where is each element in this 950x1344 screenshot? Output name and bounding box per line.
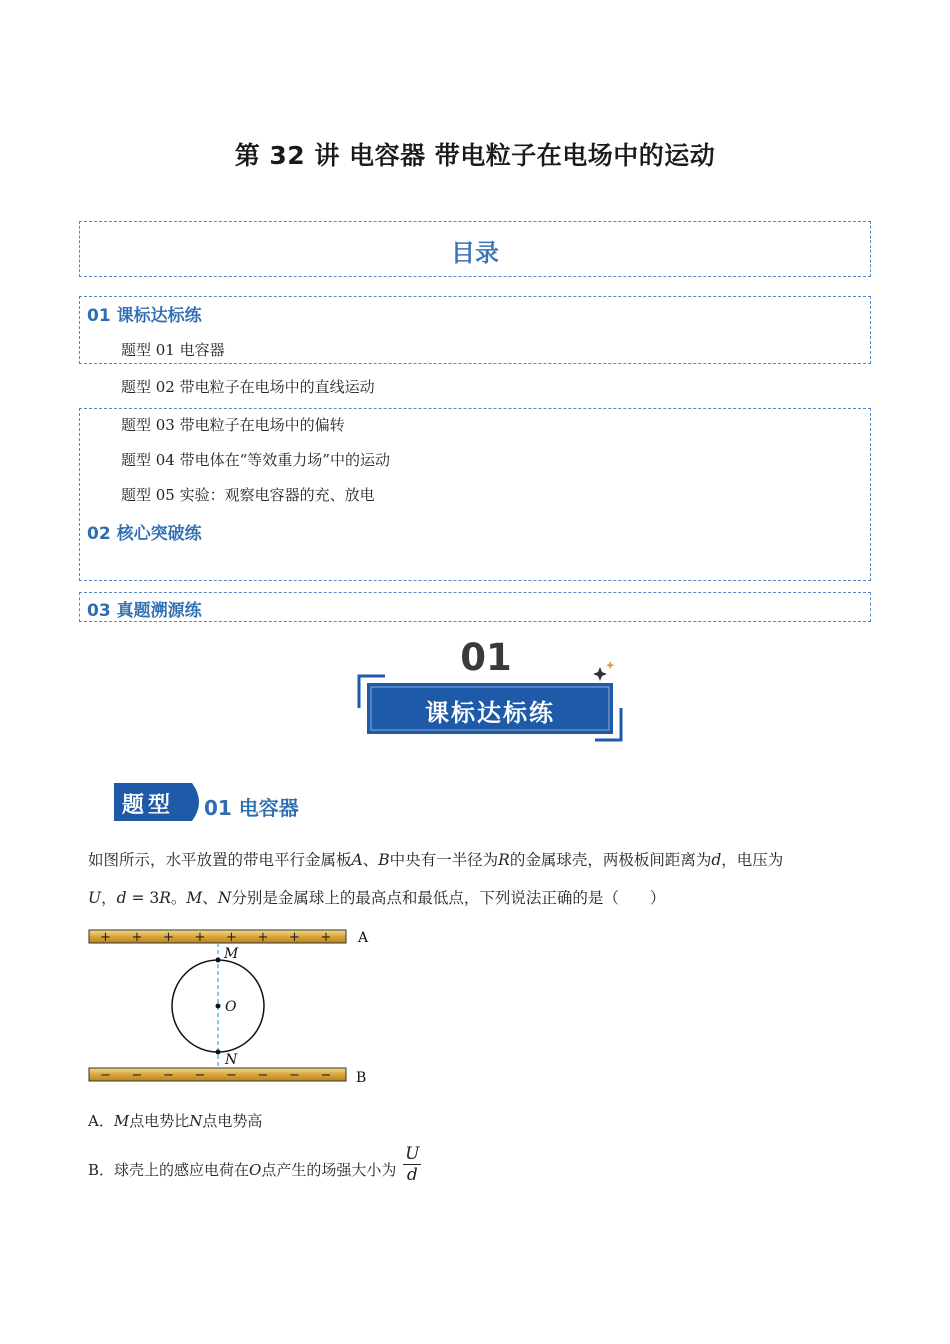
option-b[interactable] [88,1144,421,1190]
q-text: 。 [170,889,187,907]
q-text: 的金属球壳，两极板间距离为 [509,851,712,869]
option-b-text: 点产生的场强大小为 [261,1161,397,1179]
point-m-dot [216,958,221,963]
toc-item-3[interactable]: 题型 03 带电粒子在电场中的偏转 [121,416,345,434]
plus-sign: + [131,930,143,945]
toc-item-1[interactable]: 题型 01 电容器 [121,341,225,359]
type-badge-text: 题型 [122,792,175,818]
plate-b [89,1068,346,1081]
banner-label: 课标达标练 [425,699,555,727]
q-var-d: d [711,851,722,869]
point-o-dot [216,1004,221,1009]
type-badge [114,783,206,821]
q-text: 如图所示，水平放置的带电平行金属板 [88,851,352,869]
plus-sign: + [257,930,269,945]
point-n-label: N [225,1052,238,1068]
q-var-m: M [186,889,203,907]
fraction-numerator: U [405,1144,420,1164]
q-text: 分别是金属球上的最高点和最低点，下列说法正确的是（ ） [231,889,666,907]
toc-section-02[interactable]: 02 核心突破练 [87,524,202,544]
option-a-prefix: A． [88,1112,114,1130]
q-text: 、 [202,889,218,907]
plus-sign: + [226,930,237,945]
plate-a [89,930,346,943]
banner-number: 01 [460,636,512,679]
option-a-text: 点电势高 [202,1112,263,1130]
q-text: 中央有一半径为 [389,851,499,869]
q-var-u: U [88,889,102,907]
minus-sign: − [100,1068,111,1083]
minus-sign: − [163,1068,174,1083]
minus-sign: − [289,1068,300,1083]
plus-sign: + [289,930,300,945]
section-banner [355,636,625,746]
plus-sign: + [163,930,174,945]
option-a-text: 点电势比 [129,1112,190,1130]
q-var-r: R [159,889,171,907]
capacitor-figure [86,926,386,1092]
option-b-text: 球壳上的感应电荷在 [114,1161,250,1179]
toc-item-4[interactable]: 题型 04 带电体在“等效重力场”中的运动 [121,451,390,469]
option-a-var: N [189,1112,203,1130]
point-m-label: M [224,946,239,962]
point-n-dot [216,1050,221,1055]
q-var-r: R [498,851,510,869]
plus-sign: + [194,930,206,945]
option-b-var: O [249,1161,262,1179]
point-o-label: O [225,999,237,1015]
type-heading: 01 电容器 [204,796,299,820]
plate-b-label: B [356,1070,367,1086]
q-text: ， [101,889,117,907]
minus-sign: − [257,1068,269,1083]
plus-sign: + [320,930,332,945]
toc-section-01[interactable]: 01 课标达标练 [87,306,202,326]
toc-item-5[interactable]: 题型 05 实验：观察电容器的充、放电 [121,486,375,504]
page-title: 第 32 讲 电容器 带电粒子在电场中的运动 [234,141,716,170]
toc-heading: 目录 [451,239,499,267]
q-text: ，电压为 [721,851,784,869]
minus-sign: − [194,1068,206,1083]
option-a-var: M [113,1112,130,1130]
q-var-b: B [378,851,390,869]
fraction-denominator: d [406,1165,418,1185]
question-line-1 [88,848,868,870]
plate-a-label: A [358,930,369,946]
fraction [403,1144,421,1185]
option-b-prefix: B． [88,1161,115,1179]
toc-item-2[interactable]: 题型 02 带电粒子在电场中的直线运动 [121,378,375,396]
minus-sign: − [131,1068,143,1083]
q-text: = 3 [126,889,160,907]
minus-sign: − [320,1068,332,1083]
option-a[interactable] [88,1110,262,1131]
q-var-a: A [351,851,363,869]
q-text: 、 [362,851,379,869]
q-var-d: d [116,889,127,907]
capacitor-diagram [86,926,386,1092]
toc-section-03[interactable]: 03 真题溯源练 [87,601,202,621]
question-line-2 [88,886,868,908]
minus-sign: − [226,1068,237,1083]
q-var-n: N [217,889,232,907]
plus-sign: + [100,930,111,945]
toc-heading-box [79,221,871,277]
